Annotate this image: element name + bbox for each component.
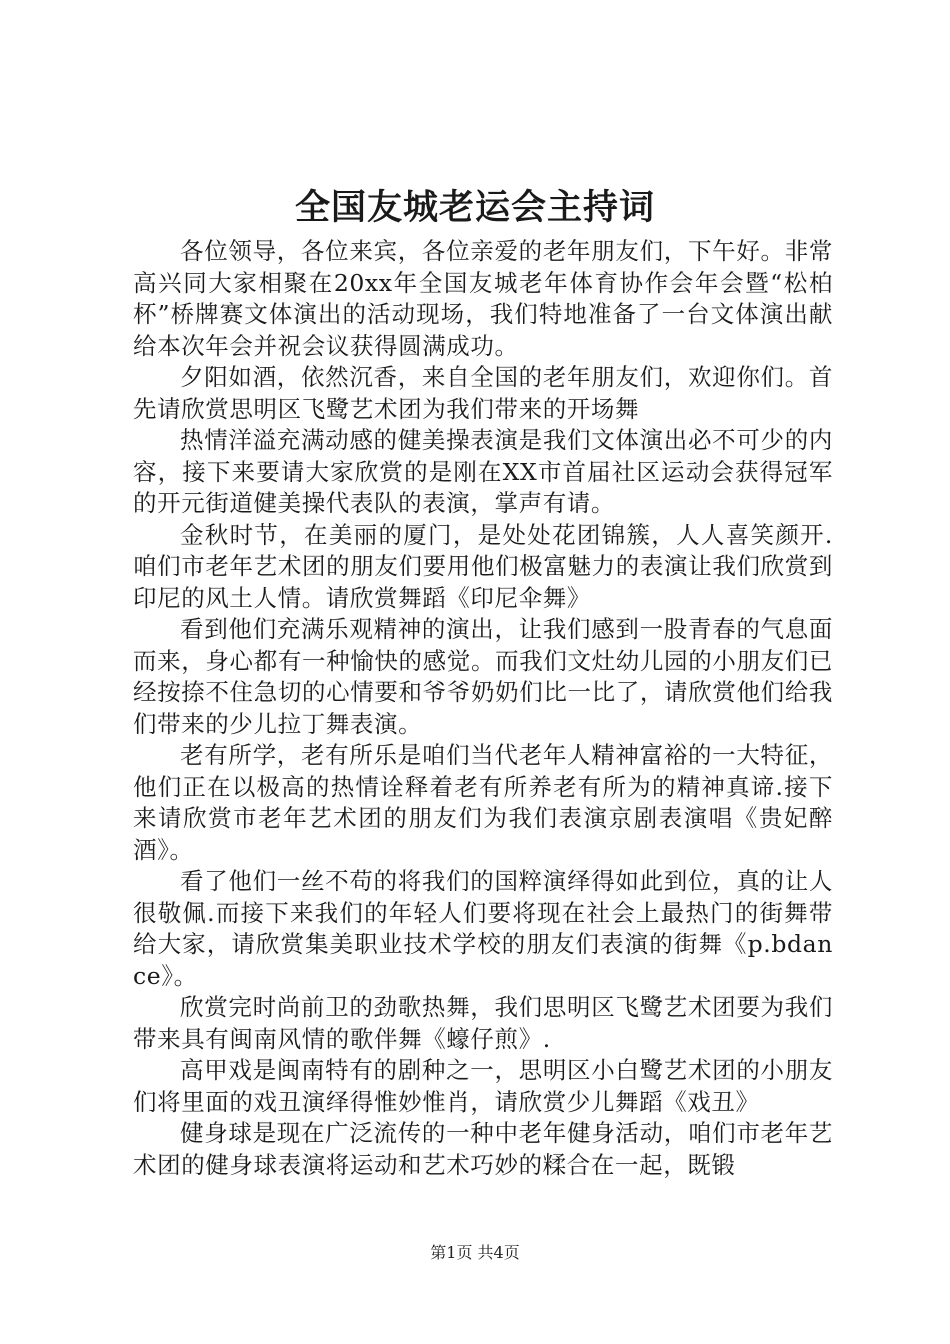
paragraph: 热情洋溢充满动感的健美操表演是我们文体演出必不可少的内容，接下来要请大家欣赏的是刚在XX市首届社区运动会获得冠军的开元街道健美操代表队的表演，掌声有请。 <box>133 426 833 517</box>
paragraph: 金秋时节，在美丽的厦门，是处处花团锦簇，人人喜笑颜开.咱们市老年艺术团的朋友们要用他们极富魅力的表演让我们欣赏到印尼的风土人情。请欣赏舞蹈《印尼伞舞》 <box>133 520 833 612</box>
paragraph: 欣赏完时尚前卫的劲歌热舞，我们思明区飞鹭艺术团要为我们带来具有闽南风情的歌伴舞《蠔仔煎》. <box>133 993 833 1053</box>
page-title: 全国友城老运会主持词 <box>294 188 655 228</box>
paragraph: 各位领导，各位来宾，各位亲爱的老年朋友们，下午好。非常高兴同大家相聚在20xx年全国友城老年体育协作会年会暨“松柏杯”桥牌赛文体演出的活动现场，我们特地准备了一台文体演出献给本次年会并祝会议获得圆满成功。 <box>133 237 833 360</box>
paragraph: 高甲戏是闽南特有的剧种之一，思明区小白鹭艺术团的小朋友们将里面的戏丑演绎得惟妙惟肖，请欣赏少儿舞蹈《戏丑》 <box>133 1056 833 1116</box>
paragraph: 看了他们一丝不苟的将我们的国粹演绎得如此到位，真的让人很敬佩.而接下来我们的年轻人们要将现在社会上最热门的街舞带给大家，请欣赏集美职业技术学校的朋友们表演的街舞《p.bdance》。 <box>133 867 833 990</box>
paragraph: 看到他们充满乐观精神的演出，让我们感到一股青春的气息面而来，身心都有一种愉快的感觉。而我们文灶幼儿园的小朋友们已经按捺不住急切的心情要和爷爷奶奶们比一比了，请欣赏他们给我们带来的少儿拉丁舞表演。 <box>133 615 833 738</box>
paragraph: 老有所学，老有所乐是咱们当代老年人精神富裕的一大特征，他们正在以极高的热情诠释着老有所养老有所为的精神真谛.接下来请欣赏市老年艺术团的朋友们为我们表演京剧表演唱《贵妃醉酒》。 <box>133 741 833 864</box>
page-footer: 第1页 共4页 <box>430 1243 520 1262</box>
document-body <box>133 236 833 1181</box>
paragraph: 健身球是现在广泛流传的一种中老年健身活动，咱们市老年艺术团的健身球表演将运动和艺术巧妙的糅合在一起，既锻 <box>133 1119 833 1179</box>
paragraph: 夕阳如酒，依然沉香，来自全国的老年朋友们，欢迎你们。首先请欣赏思明区飞鹭艺术团为我们带来的开场舞 <box>133 363 833 423</box>
